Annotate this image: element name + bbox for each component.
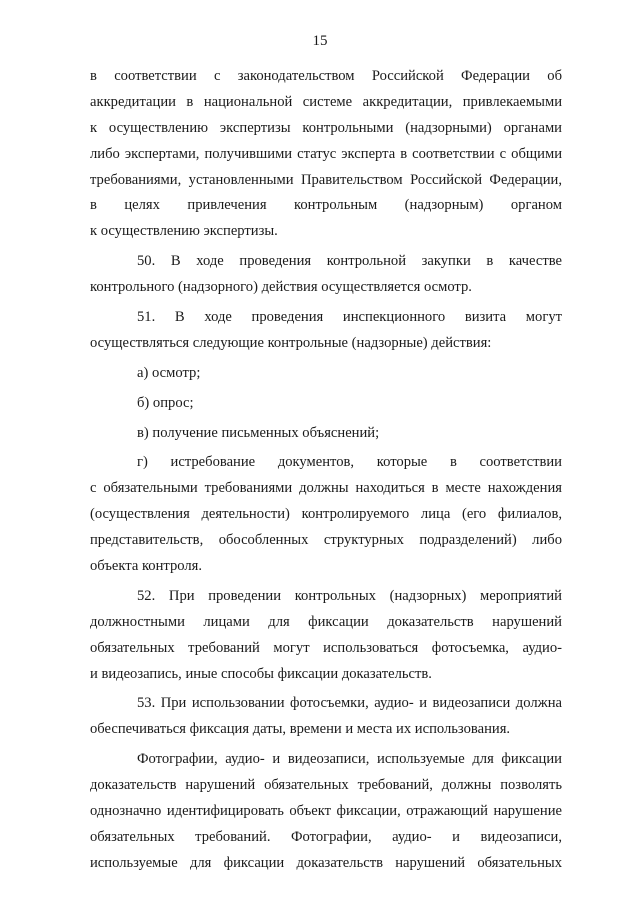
text-line: 51. В ходе проведения инспекционного визита могут: [137, 309, 562, 326]
text-line: 52. При проведении контрольных (надзорных) мероприятий: [137, 587, 562, 604]
text-line: к осуществлению экспертизы.: [90, 223, 278, 240]
text-line: г) истребование документов, которые в соответствии: [137, 454, 562, 471]
text-line: в целях привлечения контрольным (надзорным) органом: [90, 197, 562, 214]
page-number: 15: [312, 33, 328, 49]
text-line: б) опрос;: [137, 394, 194, 411]
text-line: аккредитации в национальной системе аккредитации, привлекаемыми: [90, 93, 562, 110]
text-line: обеспечиваться фиксация даты, времени и места их использования.: [90, 721, 511, 738]
text-line: осуществляться следующие контрольные (надзорные) действия:: [90, 334, 492, 351]
text-line: в соответствии с законодательством Российской Федерации об: [90, 68, 562, 84]
text-line: 50. В ходе проведения контрольной закупки в качестве: [137, 253, 562, 270]
text-line: представительств, обособленных структурных подразделений) либо: [90, 532, 562, 549]
text-line: однозначно идентифицировать объект фиксации, отражающий нарушение: [90, 803, 562, 820]
text-line: должностными лицами для фиксации доказательств нарушений: [90, 613, 562, 630]
text-line: обязательных требований. Фотографии, аудио- и видеозаписи,: [90, 828, 562, 845]
text-line: с обязательными требованиями должны находиться в месте нахождения: [90, 480, 562, 497]
text-line: объекта контроля.: [90, 558, 203, 575]
text-line: Фотографии, аудио- и видеозаписи, используемые для фиксации: [137, 751, 562, 768]
text-line: а) осмотр;: [137, 364, 201, 381]
text-line: 53. При использовании фотосъемки, аудио- и видеозаписи должна: [137, 695, 562, 712]
text-line: и видеозапись, иные способы фиксации доказательств.: [90, 665, 432, 682]
text-line: к осуществлению экспертизы контрольными (надзорными) органами: [90, 119, 562, 136]
text-line: в) получение письменных объяснений;: [137, 424, 380, 441]
text-line: требованиями, установленными Правительством Российской Федерации,: [90, 171, 562, 188]
text-line: контрольного (надзорного) действия осуществляется осмотр.: [90, 279, 472, 296]
text-line: (осуществления деятельности) контролируемого лица (его филиалов,: [90, 506, 562, 523]
document-body: [90, 64, 562, 877]
text-line: используемые для фиксации доказательств нарушений обязательных: [90, 854, 562, 871]
text-line: либо экспертами, получившими статус эксперта в соответствии с общими: [90, 145, 562, 162]
text-line: обязательных требований могут использоваться фотосъемка, аудио-: [90, 639, 562, 656]
text-line: доказательств нарушений обязательных требований, должны позволять: [90, 777, 562, 794]
